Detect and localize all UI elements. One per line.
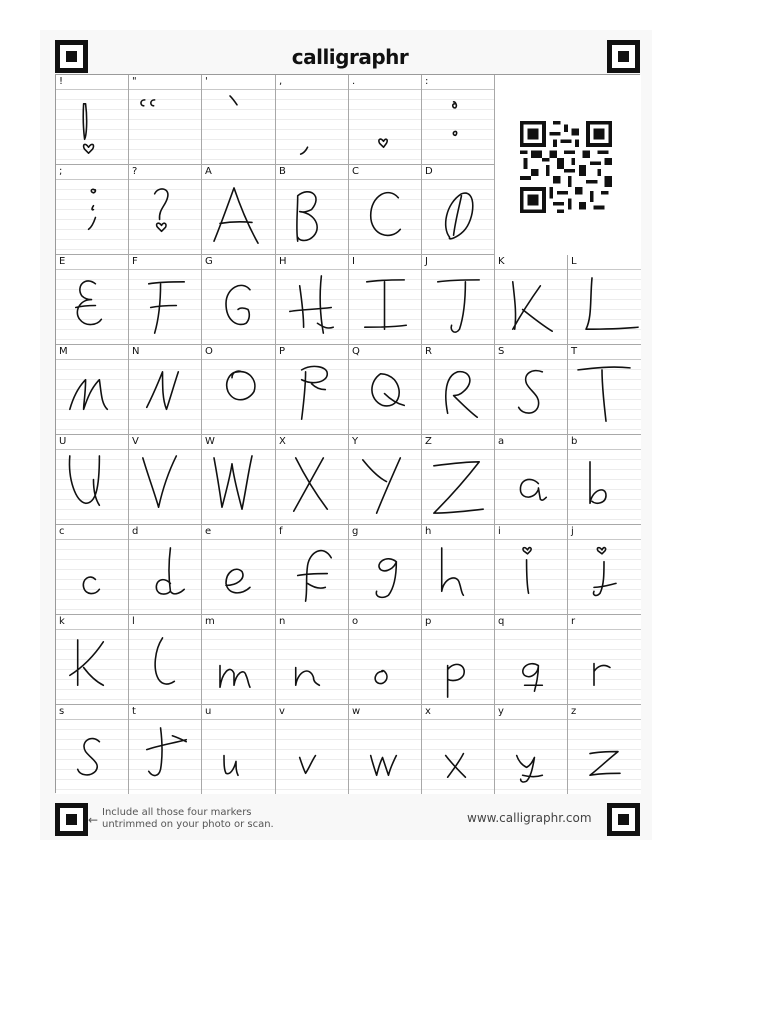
glyph-stroke (70, 640, 104, 685)
glyph-label: o (352, 616, 359, 627)
glyph-stroke (513, 282, 552, 331)
svg-text:calligraphr: calligraphr (291, 45, 409, 69)
glyph-label: a (498, 436, 505, 447)
glyph-cell (202, 525, 276, 615)
glyph-label: s (59, 706, 65, 717)
marker-instructions (102, 807, 274, 831)
glyph-stroke (371, 193, 401, 236)
glyph-cell (422, 615, 495, 705)
glyph-cell (276, 165, 349, 255)
glyph-cell (568, 615, 641, 705)
glyph-stroke (230, 96, 237, 105)
glyph-label: g (352, 526, 359, 537)
glyph-cell (202, 705, 276, 794)
glyph-stroke (147, 372, 179, 409)
handwritten-glyph (276, 720, 348, 794)
glyph-stroke (300, 756, 316, 774)
handwritten-glyph (56, 360, 128, 434)
glyph-label: m (205, 616, 215, 627)
handwritten-glyph (129, 720, 201, 794)
glyph-label: C (352, 166, 359, 177)
glyph-cell (202, 75, 276, 165)
glyph-cell (129, 165, 202, 255)
glyph-stroke (517, 756, 543, 782)
glyph-cell (276, 255, 349, 345)
glyph-cell (202, 255, 276, 345)
handwritten-glyph (56, 180, 128, 254)
corner-marker-bottom-left (55, 803, 88, 836)
glyph-label: U (59, 436, 67, 447)
handwritten-glyph (202, 360, 275, 434)
glyph-label: J (425, 256, 428, 267)
glyph-cell (129, 255, 202, 345)
glyph-stroke (70, 380, 107, 410)
glyph-label: B (279, 166, 286, 177)
glyph-stroke (290, 276, 333, 333)
glyph-label: F (132, 256, 138, 267)
glyph-stroke (89, 189, 96, 229)
corner-marker-top-right (607, 40, 640, 73)
handwritten-glyph (56, 90, 128, 164)
glyph-cell (202, 345, 276, 435)
handwritten-glyph (349, 720, 421, 794)
glyph-label: , (279, 76, 283, 87)
glyph-stroke (578, 367, 630, 421)
glyph-stroke (214, 456, 252, 509)
glyph-label: T (571, 346, 578, 357)
glyph-cell (349, 525, 422, 615)
handwritten-glyph (422, 540, 494, 614)
handwritten-glyph (495, 270, 567, 344)
glyph-label: Z (425, 436, 432, 447)
handwritten-glyph (276, 270, 348, 344)
glyph-stroke (438, 280, 479, 332)
glyph-cell (422, 525, 495, 615)
handwritten-glyph (422, 630, 494, 704)
handwritten-glyph (495, 720, 567, 794)
calligraphr-logo (290, 44, 410, 70)
glyph-stroke (442, 548, 464, 595)
arrow-left-icon: ← (88, 813, 99, 827)
glyph-cell (129, 525, 202, 615)
glyph-label: i (498, 526, 501, 537)
glyph-label: E (59, 256, 66, 267)
handwritten-glyph (129, 90, 201, 164)
glyph-stroke (298, 551, 332, 602)
glyph-label: G (205, 256, 213, 267)
handwritten-glyph (56, 540, 128, 614)
glyph-stroke (143, 456, 177, 507)
glyph-stroke (155, 189, 168, 231)
glyph-cell (568, 525, 641, 615)
glyph-cell (568, 255, 641, 345)
handwritten-glyph (56, 720, 128, 794)
glyph-stroke (297, 192, 317, 241)
glyph-label: b (571, 436, 578, 447)
glyph-stroke (434, 462, 483, 513)
glyph-cell (129, 75, 202, 165)
glyph-cell (495, 255, 568, 345)
glyph-stroke (590, 462, 606, 503)
glyph-cell (495, 705, 568, 794)
handwritten-glyph (129, 450, 201, 524)
handwritten-glyph (495, 540, 567, 614)
glyph-cell (56, 165, 129, 255)
glyph-stroke (519, 371, 543, 413)
glyph-stroke (296, 667, 320, 685)
glyph-label: W (205, 436, 215, 447)
handwritten-glyph (568, 720, 641, 794)
handwritten-glyph (568, 270, 641, 344)
handwritten-glyph (422, 450, 494, 524)
handwritten-glyph (349, 630, 421, 704)
handwritten-glyph (56, 630, 128, 704)
glyph-cell (276, 435, 349, 525)
handwritten-glyph (422, 90, 494, 164)
handwritten-glyph (202, 540, 275, 614)
corner-marker-top-left (55, 40, 88, 73)
glyph-cell (349, 75, 422, 165)
glyph-label: " (132, 76, 137, 87)
glyph-cell (495, 435, 568, 525)
glyph-stroke (302, 366, 328, 419)
glyph-stroke (363, 458, 400, 513)
glyph-cell (56, 435, 129, 525)
glyph-label: A (205, 166, 212, 177)
handwritten-glyph (422, 180, 494, 254)
corner-marker-bottom-right (607, 803, 640, 836)
glyph-stroke (365, 280, 406, 329)
glyph-label: p (425, 616, 432, 627)
glyph-cell (349, 435, 422, 525)
glyph-stroke (379, 139, 387, 147)
glyph-label: Y (352, 436, 359, 447)
glyph-label: L (571, 256, 577, 267)
glyph-label: S (498, 346, 505, 357)
glyph-cell (495, 525, 568, 615)
glyph-cell (202, 615, 276, 705)
handwritten-glyph (276, 630, 348, 704)
glyph-cell (56, 615, 129, 705)
qr-code-cell (495, 75, 641, 256)
glyph-label: f (279, 526, 283, 537)
glyph-label: ; (59, 166, 63, 177)
handwritten-glyph (276, 360, 348, 434)
glyph-label: H (279, 256, 287, 267)
glyph-label: X (279, 436, 286, 447)
glyph-stroke (372, 374, 404, 406)
handwritten-glyph (129, 630, 201, 704)
glyph-cell (56, 525, 129, 615)
glyph-stroke (76, 281, 102, 325)
glyph-stroke (446, 372, 477, 418)
handwritten-glyph (349, 180, 421, 254)
glyph-label: l (132, 616, 135, 627)
glyph-label: K (498, 256, 505, 267)
handwritten-glyph (495, 630, 567, 704)
handwritten-glyph (349, 360, 421, 434)
qr-code-icon (520, 121, 612, 213)
glyph-stroke (227, 371, 255, 400)
glyph-cell (422, 705, 495, 794)
glyph-label: Q (352, 346, 360, 357)
glyph-stroke (453, 102, 457, 136)
glyph-label: q (498, 616, 505, 627)
glyph-label: ' (205, 76, 208, 87)
handwritten-glyph (276, 180, 348, 254)
handwritten-glyph (276, 540, 348, 614)
glyph-label: ? (132, 166, 138, 177)
glyph-cell (349, 255, 422, 345)
handwritten-glyph (422, 720, 494, 794)
handwritten-glyph (129, 270, 201, 344)
glyph-cell (349, 615, 422, 705)
glyph-label: w (352, 706, 361, 717)
handwritten-glyph (202, 450, 275, 524)
glyph-cell (56, 705, 129, 794)
glyph-label: : (425, 76, 429, 87)
glyph-label: P (279, 346, 286, 357)
calligraphr-url[interactable]: www.calligraphr.com (467, 811, 592, 825)
glyph-cell (56, 345, 129, 435)
instruction-line-1: Include all those four markers (102, 807, 252, 818)
glyph-cell (495, 615, 568, 705)
glyph-stroke (523, 548, 531, 594)
handwritten-glyph (495, 450, 567, 524)
glyph-label: x (425, 706, 431, 717)
glyph-cell (276, 75, 349, 165)
glyph-cell (56, 255, 129, 345)
glyph-stroke (83, 104, 93, 153)
glyph-label: V (132, 436, 139, 447)
instruction-line-2: untrimmed on your photo or scan. (102, 819, 274, 830)
glyph-cell (129, 615, 202, 705)
glyph-cell (56, 75, 129, 165)
handwritten-glyph (56, 270, 128, 344)
glyph-label: h (425, 526, 432, 537)
glyph-label: t (132, 706, 136, 717)
glyph-cell (276, 345, 349, 435)
glyph-cell (422, 435, 495, 525)
handwritten-glyph (276, 90, 348, 164)
handwritten-glyph (129, 180, 201, 254)
glyph-stroke (226, 569, 250, 593)
glyph-stroke (448, 664, 465, 697)
glyph-cell (349, 165, 422, 255)
glyph-cell (276, 705, 349, 794)
glyph-stroke (224, 756, 238, 776)
glyph-label: O (205, 346, 213, 357)
glyph-cell (129, 705, 202, 794)
glyph-stroke (590, 752, 620, 776)
glyph-stroke (294, 458, 328, 511)
character-grid (55, 74, 640, 793)
glyph-stroke (83, 577, 99, 593)
glyph-stroke (220, 666, 250, 688)
glyph-cell (422, 345, 495, 435)
glyph-label: c (59, 526, 65, 537)
glyph-label: d (132, 526, 139, 537)
glyph-label: . (352, 76, 356, 87)
glyph-cell (422, 75, 495, 165)
handwritten-glyph (129, 360, 201, 434)
handwritten-glyph (202, 270, 275, 344)
glyph-label: M (59, 346, 68, 357)
glyph-cell (202, 165, 276, 255)
glyph-label: j (571, 526, 574, 537)
glyph-cell (349, 705, 422, 794)
glyph-stroke (523, 664, 543, 691)
glyph-stroke (594, 664, 610, 686)
glyph-stroke (156, 548, 184, 594)
glyph-label: e (205, 526, 212, 537)
glyph-stroke (520, 479, 546, 500)
glyph-stroke (446, 193, 473, 239)
glyph-stroke (147, 728, 186, 776)
glyph-label: k (59, 616, 65, 627)
glyph-stroke (214, 188, 258, 243)
glyph-cell (129, 345, 202, 435)
glyph-cell (276, 615, 349, 705)
glyph-label: I (352, 256, 355, 267)
glyph-cell (568, 345, 641, 435)
handwritten-glyph (202, 630, 275, 704)
glyph-cell (349, 345, 422, 435)
handwritten-glyph (422, 360, 494, 434)
glyph-label: R (425, 346, 432, 357)
glyph-stroke (593, 548, 616, 596)
handwritten-glyph (276, 450, 348, 524)
glyph-stroke (446, 754, 466, 778)
glyph-label: y (498, 706, 504, 717)
glyph-label: D (425, 166, 433, 177)
glyph-label: r (571, 616, 576, 627)
glyph-label: N (132, 346, 140, 357)
glyph-cell (276, 525, 349, 615)
glyph-label: n (279, 616, 286, 627)
handwritten-glyph (202, 720, 275, 794)
handwritten-glyph (56, 450, 128, 524)
handwritten-glyph (568, 630, 641, 704)
glyph-stroke (371, 756, 397, 776)
handwritten-glyph (202, 180, 275, 254)
glyph-stroke (586, 278, 638, 329)
glyph-label: ! (59, 76, 64, 87)
glyph-cell (422, 165, 495, 255)
glyph-cell (495, 345, 568, 435)
handwritten-glyph (568, 450, 641, 524)
glyph-stroke (149, 282, 185, 333)
handwritten-glyph (568, 360, 641, 434)
glyph-stroke (226, 285, 250, 324)
glyph-label: z (571, 706, 577, 717)
glyph-cell (422, 255, 495, 345)
handwritten-glyph (495, 360, 567, 434)
glyph-cell (568, 435, 641, 525)
glyph-label: v (279, 706, 285, 717)
handwritten-glyph (349, 540, 421, 614)
handwritten-glyph (568, 540, 641, 614)
glyph-stroke (301, 147, 308, 154)
glyph-cell (129, 435, 202, 525)
handwritten-glyph (202, 90, 275, 164)
handwritten-glyph (349, 90, 421, 164)
handwritten-glyph (129, 540, 201, 614)
handwritten-glyph (422, 270, 494, 344)
glyph-stroke (375, 671, 387, 684)
glyph-stroke (141, 100, 155, 106)
glyph-cell (202, 435, 276, 525)
handwritten-glyph (349, 270, 421, 344)
handwritten-glyph (349, 450, 421, 524)
glyph-stroke (78, 738, 100, 774)
glyph-stroke (376, 559, 396, 598)
glyph-label: u (205, 706, 212, 717)
glyph-stroke (70, 456, 100, 505)
glyph-cell (568, 705, 641, 794)
glyph-stroke (155, 638, 174, 684)
